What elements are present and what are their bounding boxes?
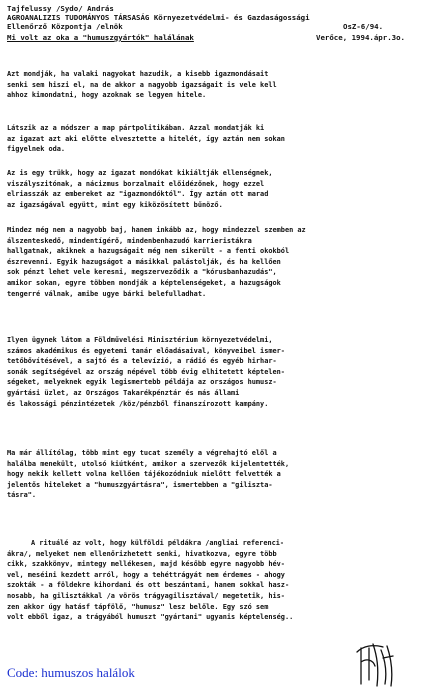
text-line: figyelnek oda. [7, 145, 66, 154]
text-line: hallgatnak, akiknek a hazugságait még nem sikerült - a fenti okokból [7, 247, 290, 256]
text-line: ségeket, melyeknek egyik legismertebb példája az országos humusz- [7, 378, 277, 387]
text-line: tetőbővítésével, a sajtó és a televízió, a rádió és egyéb hirhar- [7, 357, 277, 366]
text-line: volt ebből igaz, a trágyából humuszt "gyártani" ugyanis képtelenség.. [7, 613, 294, 622]
text-line: amikor sokan, egyre többen mondják a képtelenségeket, a hazugságok [7, 278, 281, 287]
text-line: Ilyen ügynek látom a Földművelési Minisztérium környezetvédelmi, [7, 336, 273, 344]
text-line: halálba menekült, utolsó kiútként, amikor a szervezők kijelentették, [7, 459, 290, 468]
text-line: az igazságával együtt, mint egy kiközösített bűnöző. [7, 200, 223, 209]
text-line: A rituálé az volt, hogy külföldi példákra /angliai referenci- [31, 539, 285, 547]
image-caption: Code: humuszos halálok [7, 665, 135, 680]
text-line: jelentős hiteleket a "humuszgyártásra", ismertebben a "giliszta- [7, 480, 273, 489]
text-line: ákra/, melyeket nem ellenőrizhetett senki, hivatkozva, egyre több [7, 549, 277, 558]
paragraph-7 [7, 538, 431, 623]
text-line: Látszik az a módszer a map pártpolitikában. Azzal mondatják ki [7, 124, 265, 132]
text-line: az igazat azt aki előtte elvesztette a hitelét, így aztán nem sokan [7, 134, 285, 143]
text-line: és lakossági pénzintézetek /köz/pénzből finanszírozott kampány. [7, 399, 269, 408]
text-line: ahhoz kimondatni, hogy azoknak se legyen hitele. [7, 91, 207, 100]
text-line: álszenteskedő, mindentígérő, mindenbenhazudó karrieristákra [7, 236, 252, 245]
text-line: cikk, szakkönyv, mintegy mellékesen, majd később egyre nagyobb hév- [7, 560, 285, 569]
author-name: Tajfelussy /Sydo/ András [7, 4, 114, 13]
text-line: Azt mondják, ha valaki nagyokat hazudik, a kisebb igazmondásait [7, 70, 269, 78]
reference-number: OsZ-6/94. [343, 22, 384, 31]
paragraph-6 [7, 448, 431, 501]
text-line: tásra". [7, 491, 37, 500]
text-line: hogy nekik kellett volna kellően tájékozódniuk mielőtt felvették a [7, 470, 281, 479]
paragraph-5 [7, 335, 431, 409]
text-line: elriasszák az embereket az "igazmondóktól". Így aztán ott marad [7, 190, 269, 199]
text-line: számos akadémikus és egyetemi tanár előadásaival, könyveibel ismer- [7, 346, 285, 355]
text-line: vel, meséini kezdett arról, hogy a tehéttrágyát nem érdemes - ahogy [7, 570, 285, 579]
text-line: Az is egy trükk, hogy az igazat mondókat kikiáltják ellenségnek, [7, 169, 273, 177]
text-line: sok pénzt lehet vele keresni, megszerveződik a "kórusbanhazudás", [7, 268, 277, 277]
document-date: Verőce, 1994.ápr.3o. [316, 33, 405, 42]
text-line: Mindez még nem a nagyobb baj, hanem inkább az, hogy mindezzel szemben az [7, 226, 306, 234]
handwritten-signature [353, 638, 398, 688]
author-position: Ellenőrző Központja /elnök [7, 22, 123, 31]
text-line: Ma már állítólag, több mint egy tucat személy a végrehajtó elől a [7, 449, 277, 457]
text-line: szokták - a földekre kihordani és ott beszántani, hanem sokkal hasz- [7, 581, 290, 590]
paragraph-1 [7, 69, 431, 101]
document-title: Mi volt az oka a "humuszgyártók" halálának [7, 33, 194, 42]
paragraph-2 [7, 123, 431, 155]
text-line: észrevenni. Egyik hazugságot a másikkal palástolják, és ha kellően [7, 257, 281, 266]
organization-name: AGROANALIZIS TUDOMÁNYOS TÁRSASÁG Környezetvédelmi- és Gazdaságossági [7, 13, 310, 22]
text-line: senki sem hiszi el, na de akkor a nagyobb igazságait is vele kell [7, 80, 277, 89]
text-line: zen akkor úgy hatásf tápfölő, "humusz" lesz belőle. Egy szó sem [7, 602, 269, 611]
text-line: tengerré válnak, amibe ugye bárki belefulladhat. [7, 289, 207, 298]
text-line: sonák segítségével az ország népével több évig elhitetett képtelen- [7, 367, 285, 376]
text-line: gyártási üzlet, az Országos Takarékpénztár és más állami [7, 388, 240, 397]
paragraph-3 [7, 168, 431, 210]
text-line: nosabb, ha gilisztákkal /a vörös trágyagilisztával/ megetetik, his- [7, 591, 285, 600]
paragraph-4 [7, 225, 431, 299]
text-line: viszályszitónak, a nácizmus borzalmait előidézőnek, hogy ezzel [7, 179, 265, 188]
